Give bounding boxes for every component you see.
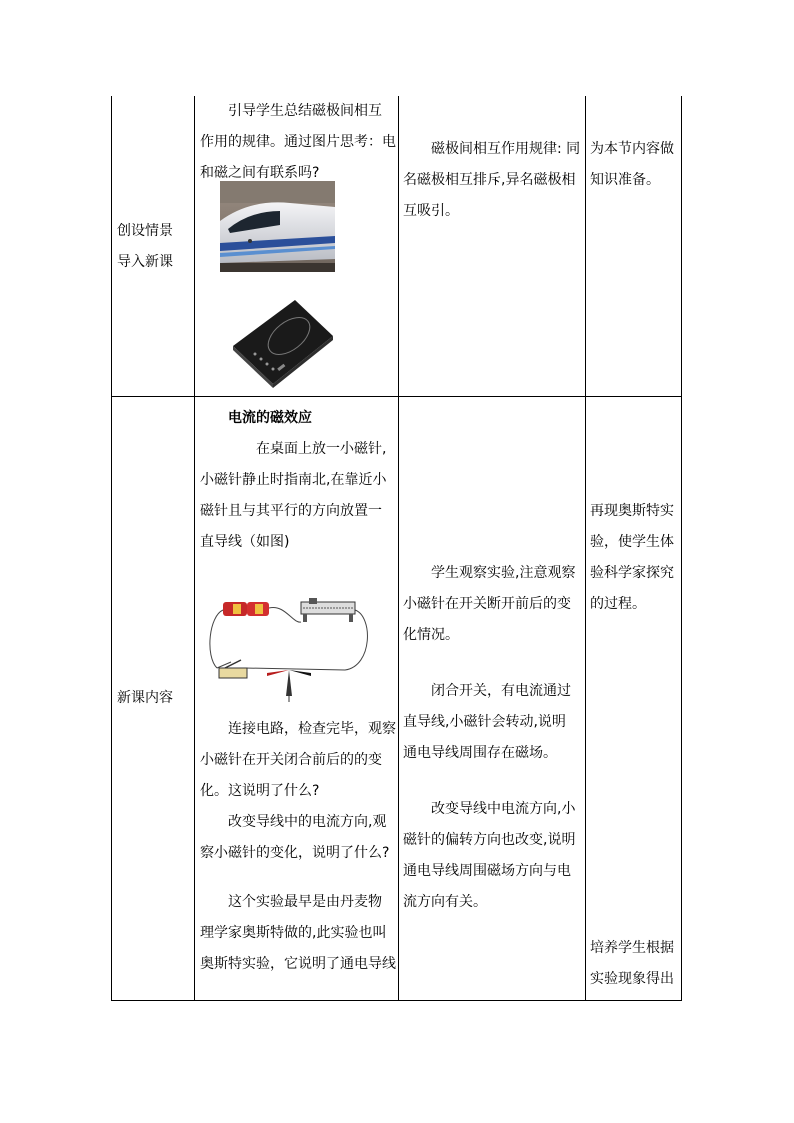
text-line: 和磁之间有联系吗? (200, 165, 320, 181)
text-line: 作用的规律。通过图片思考：电 (200, 134, 396, 150)
table-border-right (681, 96, 682, 1001)
teacher-activity-main-bottom (200, 714, 396, 980)
text-line: 这个实验最早是由丹麦物 (228, 894, 382, 910)
text-line: 验，使学生体 (590, 534, 674, 550)
design-purpose-main (590, 496, 680, 620)
text-line: 流方向有关。 (403, 894, 487, 910)
text-line: 直导线,小磁针会转动,说明 (403, 714, 566, 730)
text-line: 通电导线周围磁场方向与电 (403, 863, 571, 879)
lesson-table (111, 96, 682, 1001)
stage-label-new-lesson (117, 683, 173, 714)
text-line: 再现奥斯特实 (590, 503, 674, 519)
text-line: 化情况。 (403, 627, 459, 643)
text-line: 小磁针静止时指南北,在靠近小 (200, 472, 387, 488)
spacer (200, 869, 396, 887)
text-line: 奥斯特实验，它说明了通电导线 (200, 956, 396, 972)
text-line: 小磁针在开关闭合前后的的变 (200, 752, 382, 768)
spacer (403, 651, 583, 676)
stage-line: 导入新课 (117, 254, 173, 270)
student-activity-intro (403, 134, 583, 227)
text-line: 小磁针在开关断开前后的变 (403, 596, 571, 612)
induction-cooker-image (233, 296, 333, 388)
text-line: 引导学生总结磁极间相互 (228, 103, 382, 119)
text-line: 磁针的偏转方向也改变,说明 (403, 832, 576, 848)
text-line: 名磁极相互排斥,异名磁极相 (403, 172, 576, 188)
text-line: 培养学生根据 (590, 940, 674, 956)
text-line: 互吸引。 (403, 203, 459, 219)
design-purpose-main-2 (590, 933, 680, 995)
text-line: 连接电路，检查完毕，观察 (228, 721, 396, 737)
student-activity-main (403, 558, 583, 918)
design-purpose-intro (590, 134, 680, 196)
teacher-activity-intro (200, 96, 396, 189)
column-divider-1 (194, 96, 195, 1001)
text-line: 直导线（如图) (200, 534, 290, 550)
stage-label-intro (117, 216, 173, 278)
text-line: 知识准备。 (590, 172, 660, 188)
text-line: 通电导线周围存在磁场。 (403, 745, 557, 761)
oersted-circuit-diagram (205, 596, 380, 708)
row-divider (111, 396, 682, 397)
section-heading: 电流的磁效应 (228, 410, 312, 426)
text-line: 化。这说明了什么? (200, 783, 320, 799)
text-line: 实验现象得出 (590, 971, 674, 987)
text-line: 的过程。 (590, 596, 646, 612)
table-border-bottom (111, 1000, 682, 1001)
stage-line: 新课内容 (117, 690, 173, 706)
teacher-activity-main-top (200, 403, 396, 558)
text-line: 学生观察实验,注意观察 (431, 565, 576, 581)
text-line: 闭合开关，有电流通过 (431, 683, 571, 699)
column-divider-3 (585, 96, 586, 1001)
stage-line: 创设情景 (117, 223, 173, 239)
column-divider-2 (398, 96, 399, 1001)
text-line: 改变导线中的电流方向,观 (228, 814, 387, 830)
text-line: 改变导线中电流方向,小 (431, 801, 576, 817)
text-line: 验科学家探究 (590, 565, 674, 581)
table-border-left (111, 96, 112, 1001)
maglev-train-image (220, 181, 335, 272)
spacer (403, 769, 583, 794)
text-line: 磁针且与其平行的方向放置一 (200, 503, 382, 519)
text-line: 磁极间相互作用规律: 同 (431, 141, 581, 157)
text-line: 理学家奥斯特做的,此实验也叫 (200, 925, 387, 941)
text-line: 在桌面上放一小磁针, (256, 441, 387, 457)
text-line: 为本节内容做 (590, 141, 674, 157)
text-line: 察小磁针的变化，说明了什么? (200, 845, 390, 861)
